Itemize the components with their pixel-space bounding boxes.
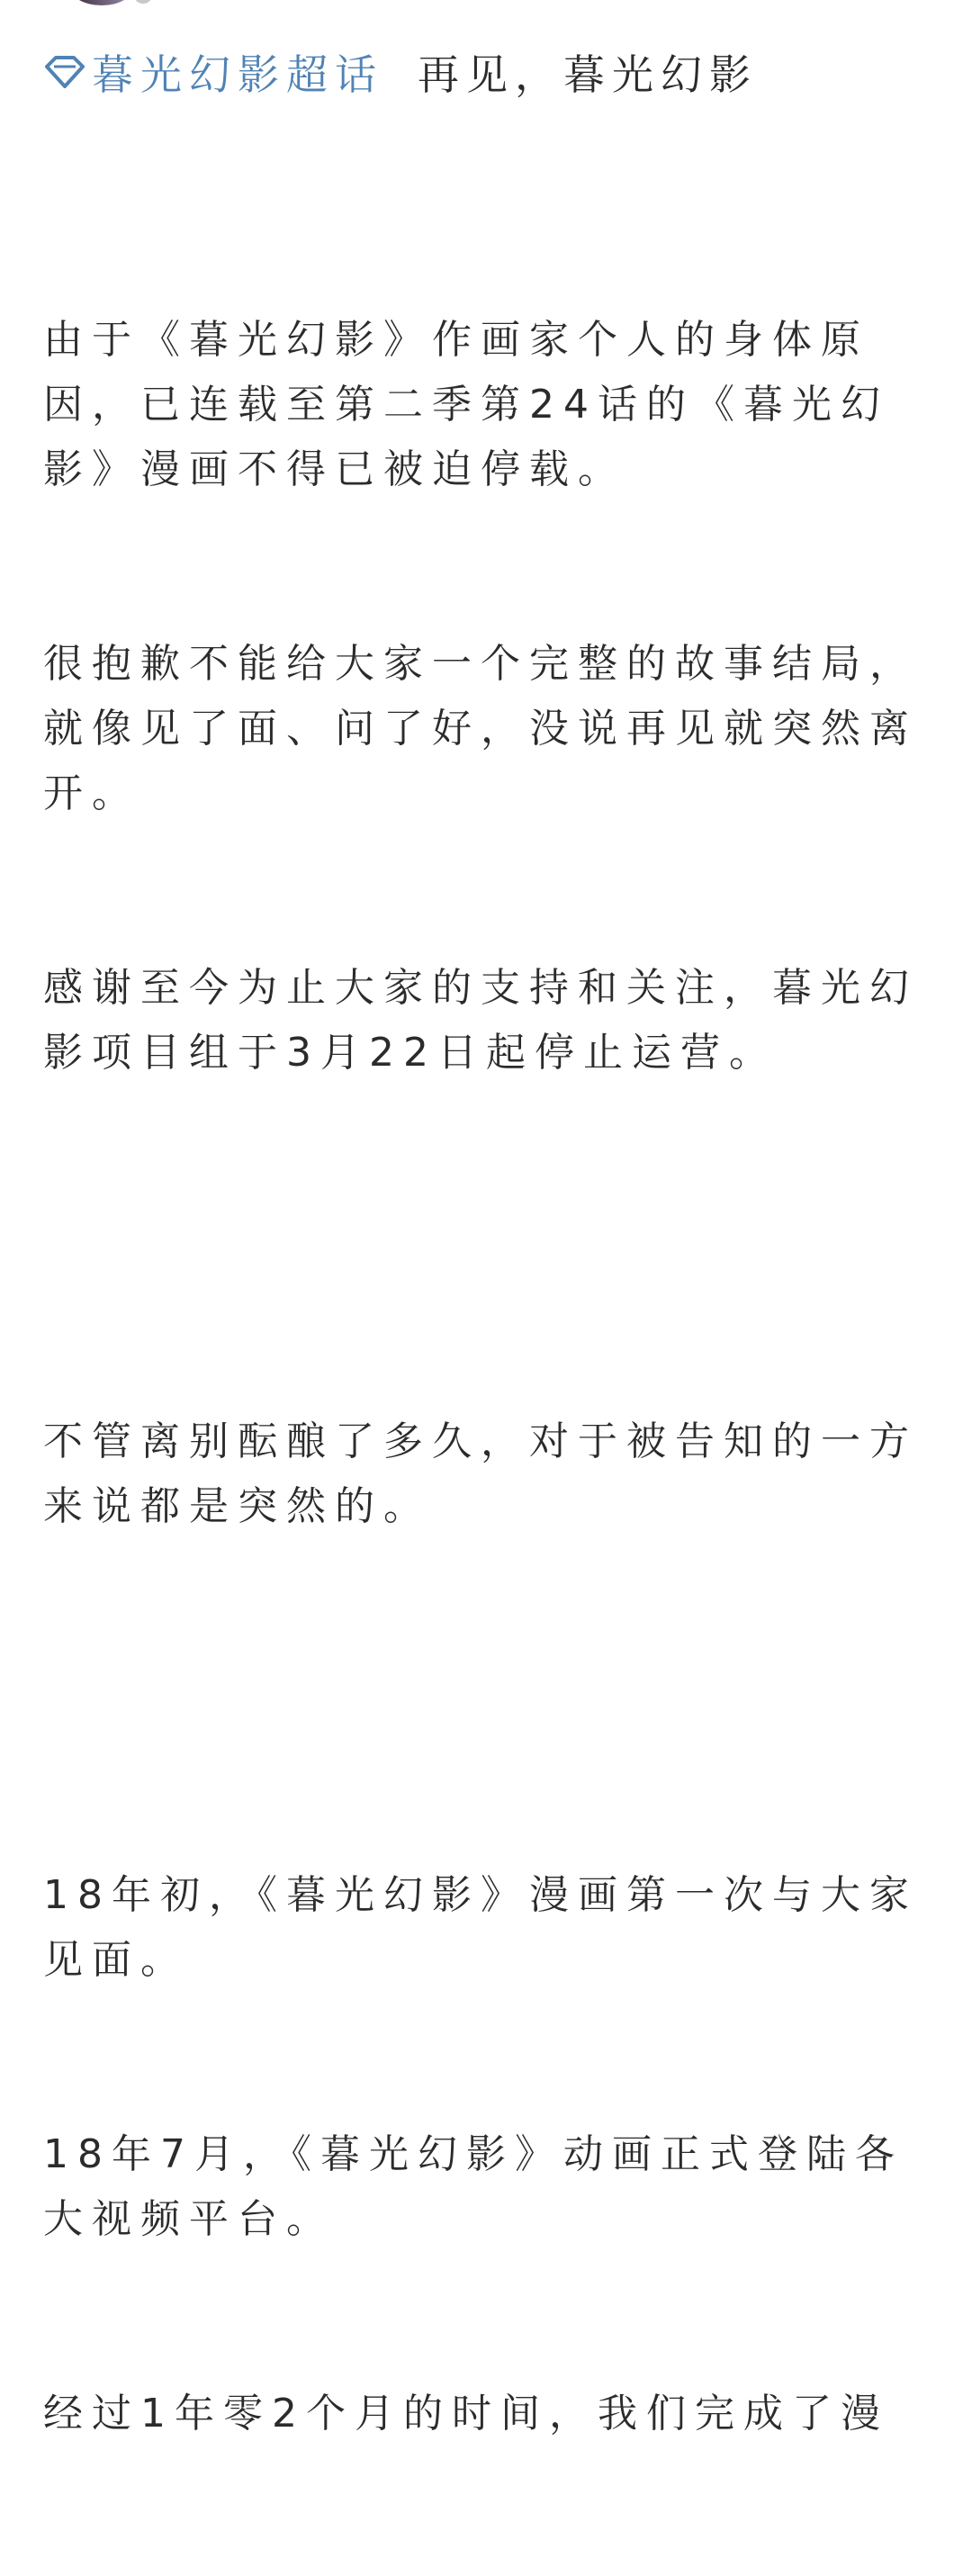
- paragraph-gap: [43, 1215, 934, 1280]
- paragraph: 很抱歉不能给大家一个完整的故事结局，就像见了面、问了好，没说再见就突然离开。: [43, 641, 918, 816]
- paragraph: 经过1年零2个月的时间，我们完成了漫: [43, 2391, 889, 2436]
- paragraph: 感谢至今为止大家的支持和关注，暮光幻影项目组于3月22日起停止运营。: [43, 965, 918, 1076]
- post-body: [43, 178, 934, 2576]
- topic-link[interactable]: [43, 42, 383, 102]
- paragraph: 18年7月，《暮光幻影》动画正式登陆各大视频平台。: [43, 2131, 904, 2242]
- top-strip: [0, 0, 972, 7]
- paragraph: 不管离别酝酿了多久，对于被告知的一方来说都是突然的。: [43, 1419, 918, 1529]
- avatar[interactable]: [70, 0, 133, 5]
- topic-name[interactable]: 暮光幻影超话: [92, 50, 383, 99]
- paragraph: 18年初，《暮光幻影》漫画第一次与大家见面。: [43, 1872, 918, 1983]
- post-content: [43, 36, 934, 2576]
- diamond-icon: [43, 54, 86, 90]
- paragraph-gap: [43, 1669, 934, 1734]
- post-title: 再见，暮光幻影: [418, 50, 758, 99]
- avatar-badge: [135, 0, 151, 4]
- topic-line: [43, 36, 934, 108]
- paragraph: 由于《暮光幻影》作画家个人的身体原因，已连载至第二季第24话的《暮光幻影》漫画不得已被迫停载。: [43, 317, 889, 492]
